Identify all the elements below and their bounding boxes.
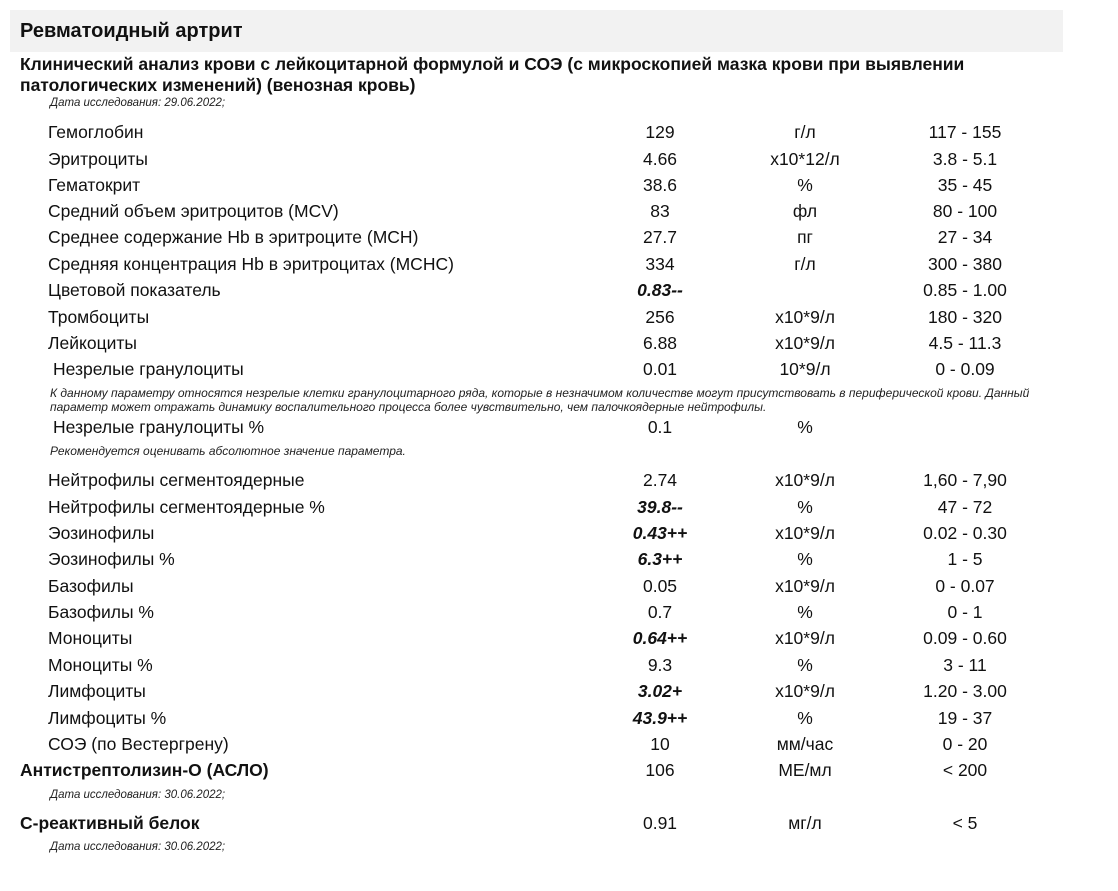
test-name: Лейкоциты <box>48 333 137 353</box>
test-value: 0.01 <box>642 359 678 379</box>
test-unit: пг <box>797 227 813 247</box>
test-reference-range: 47 - 72 <box>937 497 993 517</box>
table-row <box>0 414 1118 440</box>
crp-study-date: Дата исследования: 30.06.2022; <box>50 841 226 853</box>
test-name: Эритроциты <box>48 149 148 169</box>
table-row <box>0 146 1118 172</box>
aslo-study-date: Дата исследования: 30.06.2022; <box>50 789 226 801</box>
test-unit: x10*9/л <box>775 333 835 353</box>
test-reference-range: 1.20 - 3.00 <box>923 681 1007 701</box>
test-name: Незрелые гранулоциты % <box>53 417 265 437</box>
test-name: Нейтрофилы сегментоядерные % <box>48 497 325 517</box>
test-name: Эозинофилы <box>48 523 155 543</box>
test-unit: г/л <box>794 254 816 274</box>
test-name: Среднее содержание Hb в эритроците (MCH) <box>48 227 419 247</box>
test-value: 39.8-- <box>637 497 683 517</box>
test-unit: x10*9/л <box>775 470 835 490</box>
test-value: 129 <box>645 122 675 142</box>
test-reference-range: 0 - 20 <box>942 734 988 754</box>
table-row <box>0 224 1118 250</box>
test-unit: % <box>797 497 813 517</box>
test-reference-range: < 5 <box>952 813 978 833</box>
table-row <box>0 277 1118 303</box>
test-unit: 10*9/л <box>779 359 831 379</box>
test-unit: x10*9/л <box>775 681 835 701</box>
test-value: 83 <box>650 201 670 221</box>
test-name: Базофилы % <box>48 602 154 622</box>
test-name: С-реактивный белок <box>20 813 200 833</box>
test-unit: фл <box>792 201 818 221</box>
test-unit: мг/л <box>788 813 822 833</box>
test-reference-range: 180 - 320 <box>928 307 1002 327</box>
test-name: Средняя концентрация Hb в эритроцитах (MCHC) <box>48 254 454 274</box>
test-name: Эозинофилы % <box>48 549 175 569</box>
test-unit: г/л <box>794 122 816 142</box>
table-row <box>0 467 1118 493</box>
table-row <box>0 356 1118 382</box>
aslo-row <box>0 757 1118 783</box>
test-unit: x10*9/л <box>775 307 835 327</box>
test-value: 6.3++ <box>637 549 683 569</box>
test-unit: % <box>797 655 813 675</box>
table-row <box>0 573 1118 599</box>
table-row <box>0 625 1118 651</box>
test-unit: % <box>797 708 813 728</box>
table-row <box>0 119 1118 145</box>
test-unit: мм/час <box>776 734 834 754</box>
test-reference-range: < 200 <box>942 760 988 780</box>
test-name: Моноциты % <box>48 655 153 675</box>
test-name: Лимфоциты <box>48 681 146 701</box>
table-row <box>0 599 1118 625</box>
test-value: 43.9++ <box>632 708 688 728</box>
table-row <box>0 705 1118 731</box>
test-reference-range: 27 - 34 <box>937 227 993 247</box>
test-name: Базофилы <box>48 576 134 596</box>
test-reference-range: 117 - 155 <box>928 122 1002 142</box>
test-name: Незрелые гранулоциты <box>53 359 244 379</box>
test-value: 38.6 <box>642 175 678 195</box>
cbc-section-title: Клинический анализ крови с лейкоцитарной формулой и СОЭ (с микроскопией мазка крови при выявлении патологических изменений) (венозная кровь) <box>20 54 965 95</box>
test-unit: x10*9/л <box>775 523 835 543</box>
table-row <box>0 172 1118 198</box>
test-reference-range: 0 - 1 <box>947 602 983 622</box>
test-reference-range: 4.5 - 11.3 <box>928 333 1002 353</box>
test-unit: % <box>797 549 813 569</box>
test-reference-range: 35 - 45 <box>937 175 993 195</box>
test-unit: % <box>797 417 813 437</box>
test-name: Тромбоциты <box>48 307 150 327</box>
test-name: Гемоглобин <box>48 122 144 142</box>
note-immature-granulocytes-pct: Рекомендуется оценивать абсолютное значение параметра. <box>50 444 406 458</box>
table-row <box>0 520 1118 546</box>
test-value: 10 <box>650 734 670 754</box>
page-title: Ревматоидный артрит <box>20 20 243 42</box>
test-value: 9.3 <box>647 655 673 675</box>
test-value: 0.05 <box>642 576 678 596</box>
table-row <box>0 731 1118 757</box>
test-unit: МЕ/мл <box>778 760 832 780</box>
test-reference-range: 0 - 0.07 <box>935 576 995 596</box>
test-reference-range: 0.85 - 1.00 <box>923 280 1007 300</box>
test-value: 3.02+ <box>637 681 683 701</box>
test-value: 334 <box>645 254 675 274</box>
test-reference-range: 19 - 37 <box>937 708 993 728</box>
test-name: Нейтрофилы сегментоядерные <box>48 470 305 490</box>
test-name: Лимфоциты % <box>48 708 167 728</box>
test-reference-range: 3.8 - 5.1 <box>932 149 998 169</box>
test-value: 0.83-- <box>637 280 683 300</box>
page-header <box>10 10 1063 52</box>
test-value: 106 <box>645 760 675 780</box>
test-value: 6.88 <box>642 333 678 353</box>
test-reference-range: 300 - 380 <box>928 254 1002 274</box>
table-row <box>0 494 1118 520</box>
test-unit: % <box>797 602 813 622</box>
test-reference-range: 0.09 - 0.60 <box>923 628 1007 648</box>
test-value: 4.66 <box>642 149 678 169</box>
note-immature-granulocytes: К данному параметру относятся незрелые клетки гранулоцитарного ряда, которые в незначимом количестве могут присутствовать в периферической крови. Данный параметр может отражать динамику воспалительного процесса более чувствительно, чем палочкоядерные нейтрофилы. <box>50 386 1030 414</box>
cbc-study-date: Дата исследования: 29.06.2022; <box>50 97 226 109</box>
test-name: Гематокрит <box>48 175 141 195</box>
test-unit: x10*12/л <box>770 149 840 169</box>
test-unit: x10*9/л <box>775 576 835 596</box>
test-name: Цветовой показатель <box>48 280 221 300</box>
test-value: 27.7 <box>642 227 678 247</box>
table-row <box>0 304 1118 330</box>
test-value: 0.91 <box>642 813 678 833</box>
test-value: 0.43++ <box>632 523 688 543</box>
table-row <box>0 652 1118 678</box>
test-value: 0.1 <box>647 417 673 437</box>
test-value: 256 <box>645 307 675 327</box>
test-name: Средний объем эритроцитов (MCV) <box>48 201 339 221</box>
table-row <box>0 546 1118 572</box>
table-row <box>0 198 1118 224</box>
test-name: СОЭ (по Вестергрену) <box>48 734 229 754</box>
test-reference-range: 0 - 0.09 <box>935 359 995 379</box>
table-row <box>0 330 1118 356</box>
test-reference-range: 1,60 - 7,90 <box>923 470 1007 490</box>
test-value: 0.64++ <box>632 628 688 648</box>
test-reference-range: 3 - 11 <box>943 655 987 675</box>
table-row <box>0 251 1118 277</box>
test-reference-range: 80 - 100 <box>932 201 998 221</box>
crp-row <box>0 810 1118 836</box>
test-name: Антистрептолизин-О (АСЛО) <box>20 760 269 780</box>
test-unit: x10*9/л <box>775 628 835 648</box>
test-value: 2.74 <box>642 470 678 490</box>
table-row <box>0 678 1118 704</box>
test-reference-range: 0.02 - 0.30 <box>923 523 1007 543</box>
test-name: Моноциты <box>48 628 133 648</box>
test-unit: % <box>797 175 813 195</box>
test-reference-range: 1 - 5 <box>947 549 983 569</box>
test-value: 0.7 <box>647 602 673 622</box>
